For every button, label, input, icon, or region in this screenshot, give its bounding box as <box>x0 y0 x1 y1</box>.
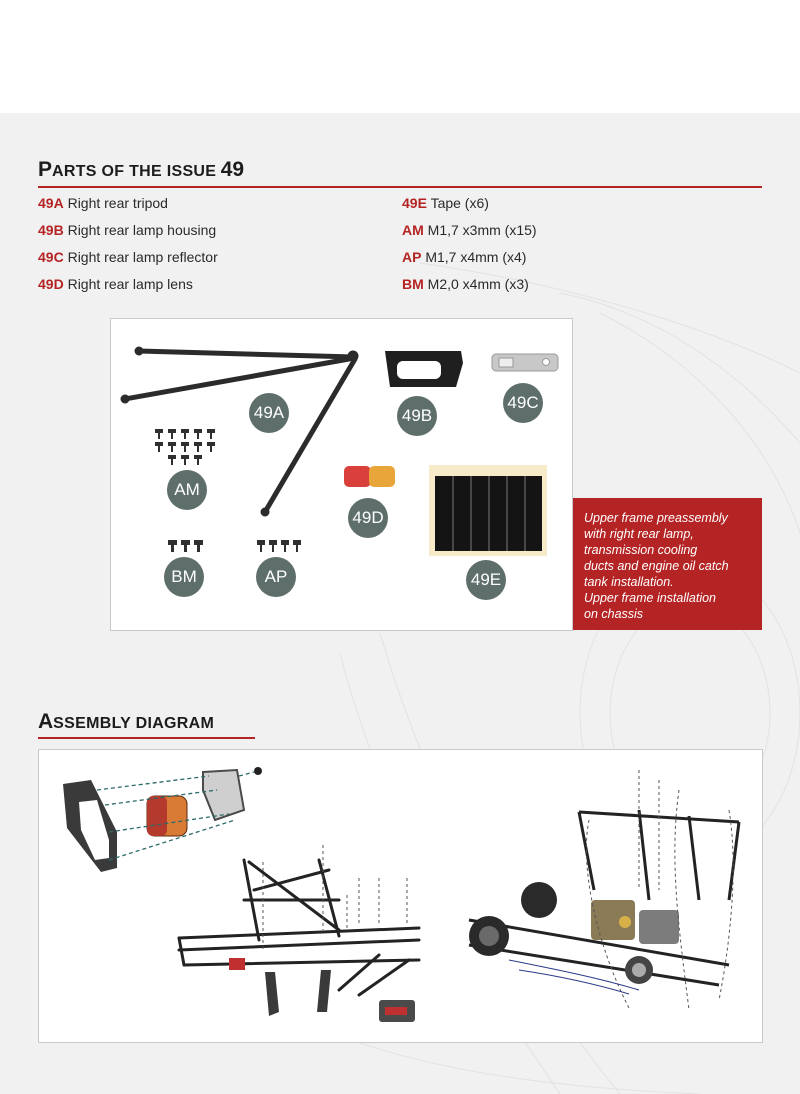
assembly-heading-text: SSEMBLY DIAGRAM <box>53 715 215 732</box>
part-label: Tape (x6) <box>430 195 489 211</box>
lens-part <box>344 466 395 487</box>
ap-screws <box>257 540 301 552</box>
lamp-housing-part <box>385 351 463 387</box>
parts-heading-rule <box>38 186 762 188</box>
part-code: BM <box>402 276 424 292</box>
part-label: M1,7 x3mm (x15) <box>427 222 537 238</box>
note-line: ducts and engine oil catch <box>584 559 729 573</box>
badge-49e: 49E <box>466 560 506 600</box>
badge-49c: 49C <box>503 383 543 423</box>
issue-number: 49 <box>220 158 245 181</box>
part-row-ap <box>402 249 526 265</box>
part-code: 49A <box>38 195 64 211</box>
part-code: 49C <box>38 249 64 265</box>
part-row-49c <box>38 249 218 265</box>
instructions-note <box>573 498 762 630</box>
note-line: on chassis <box>584 607 644 621</box>
badge-bm: BM <box>164 557 204 597</box>
part-code: AM <box>402 222 424 238</box>
part-label: M2,0 x4mm (x3) <box>427 276 529 292</box>
part-label: Right rear tripod <box>63 195 168 211</box>
note-line: transmission cooling <box>584 543 698 557</box>
part-code: 49D <box>38 276 64 292</box>
part-row-49a <box>38 195 168 211</box>
chassis-assembly <box>469 770 739 1010</box>
parts-heading-initial: P <box>38 158 53 181</box>
badge-49b: 49B <box>397 396 437 436</box>
part-label: M1,7 x4mm (x4) <box>425 249 527 265</box>
tape-sheet-part <box>429 465 547 556</box>
badge-49d: 49D <box>348 498 388 538</box>
am-screws <box>155 429 215 465</box>
top-margin <box>0 0 800 113</box>
assembly-heading <box>38 710 214 734</box>
frame-duct-parts <box>229 958 415 1022</box>
bm-screws <box>168 540 203 552</box>
note-line: with right rear lamp, <box>584 527 694 541</box>
exploded-lamp-view <box>63 767 262 872</box>
assembly-illustration <box>39 750 762 1042</box>
part-row-49e <box>402 195 489 211</box>
part-label: Right rear lamp lens <box>67 276 193 292</box>
part-label: Right rear lamp housing <box>67 222 217 238</box>
assembly-heading-initial: A <box>38 710 54 733</box>
note-line: Upper frame installation <box>584 591 717 605</box>
badge-ap: AP <box>256 557 296 597</box>
badge-am: AM <box>167 470 207 510</box>
note-line: Upper frame preassembly <box>584 511 728 525</box>
parts-heading-text: ARTS OF THE ISSUE <box>52 163 217 180</box>
part-label: Right rear lamp reflector <box>67 249 218 265</box>
parts-heading <box>38 158 244 182</box>
part-code: 49B <box>38 222 64 238</box>
assembly-heading-rule <box>38 737 255 739</box>
reflector-part <box>492 354 558 371</box>
part-code: AP <box>402 249 422 265</box>
upper-frame-assembly <box>179 860 419 995</box>
note-line: tank installation. <box>584 575 674 589</box>
assembly-diagram-panel <box>38 749 763 1043</box>
part-row-49d <box>38 276 193 292</box>
part-row-49b <box>38 222 216 238</box>
part-code: 49E <box>402 195 427 211</box>
part-row-bm <box>402 276 529 292</box>
badge-49a: 49A <box>249 393 289 433</box>
part-row-am <box>402 222 537 238</box>
